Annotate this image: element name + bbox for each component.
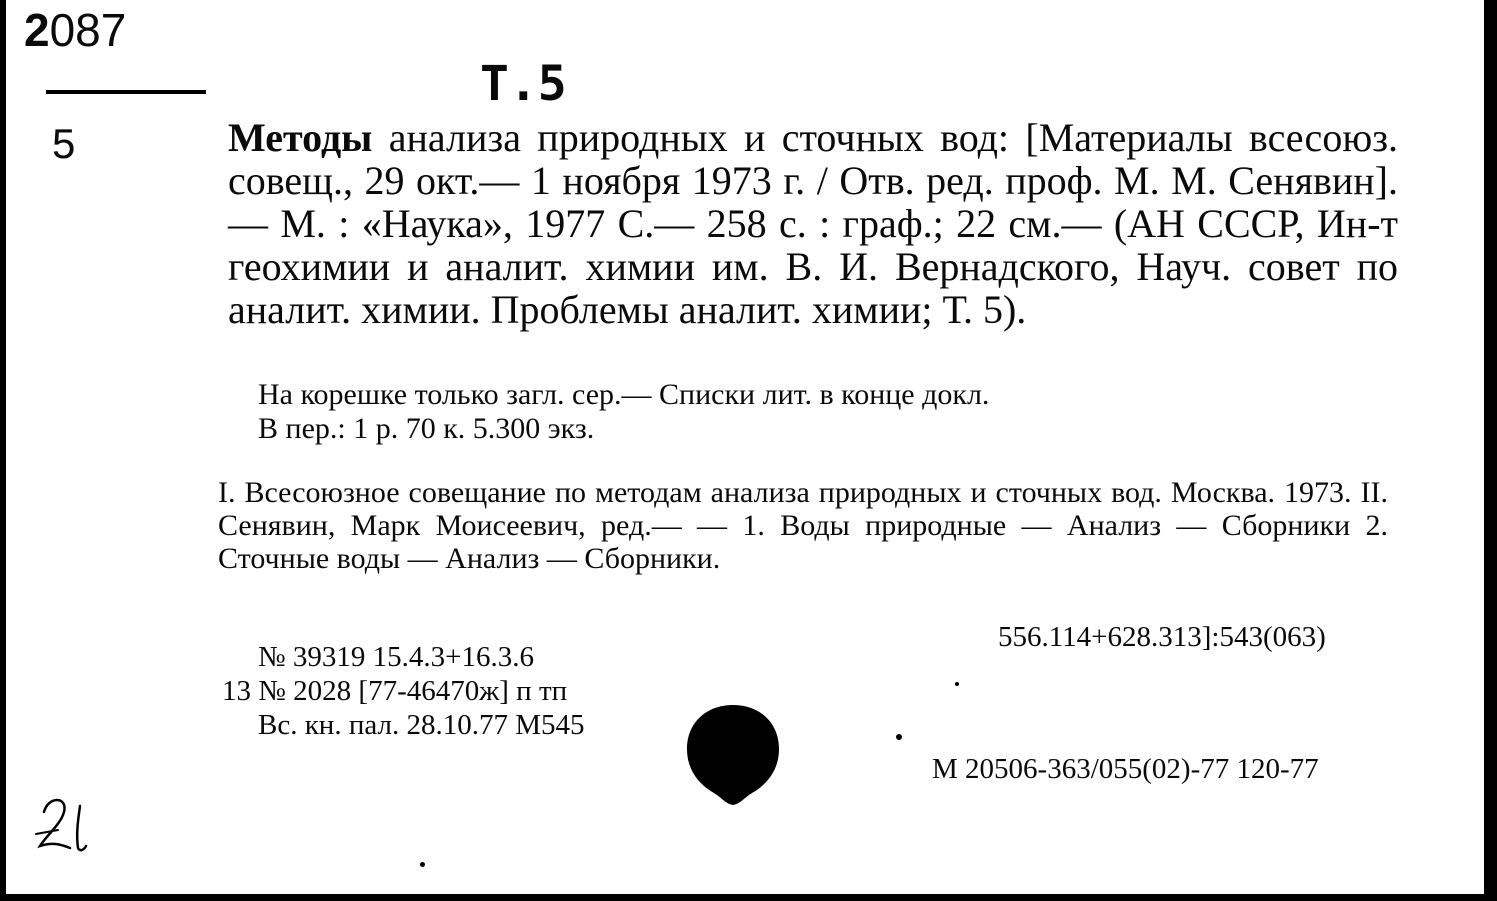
ink-speck xyxy=(955,682,959,686)
accession-line: 13 № 2028 [77-46470ж] п тп xyxy=(222,675,568,707)
ink-speck xyxy=(896,734,902,740)
notes xyxy=(258,378,989,446)
note-line: В пер.: 1 р. 70 к. 5.300 экз. xyxy=(258,412,595,445)
card-border-bottom xyxy=(0,894,1497,901)
punch-hole xyxy=(686,703,780,807)
handwritten-mark xyxy=(30,790,100,860)
main-entry xyxy=(228,116,1398,331)
card-border-right xyxy=(1484,0,1497,901)
main-entry-heading: Методы xyxy=(228,115,373,160)
volume-label: Т.5 xyxy=(480,56,567,112)
call-number-bottom: 5 xyxy=(52,120,76,167)
note-line: На корешке только загл. сер.— Списки лит. в конце докл. xyxy=(258,378,990,411)
ink-speck xyxy=(420,862,425,867)
accession-line: Вс. кн. пал. 28.10.77 М545 xyxy=(258,709,585,741)
accession-block xyxy=(222,640,584,742)
call-number-top xyxy=(24,4,126,56)
accession-line: № 39319 15.4.3+16.3.6 xyxy=(258,641,535,673)
call-number-overprint: 2 xyxy=(24,4,50,56)
main-entry-body: анализа природных и сточных вод: [Материалы всесоюз. совещ., 29 окт.— 1 ноября 1973 г. / Отв. ред. проф. М. М. Сенявин].— М. : «Наука», 1977 С.— 258 с. : граф.; 22 см.— (АН СССР, Ин-т геохимии и аналит. химии им. В. И. Вернадского, Науч. совет по аналит. химии. Проблемы аналит. химии; Т. 5). xyxy=(228,115,1398,332)
call-number-top-digits: 087 xyxy=(49,4,127,56)
tracing-text: I. Всесоюзное совещание по методам анализа природных и сточных вод. Москва. 1973. II. Сенявин, Марк Моисеевич, ред.— — 1. Воды природные — Анализ — Сборники 2. Сточные воды — Анализ — Сборники. xyxy=(218,476,1388,575)
price-code: М 20506-363/055(02)-77 120-77 xyxy=(932,753,1319,785)
udc-code: 556.114+628.313]:543(063) xyxy=(998,621,1326,653)
call-number-divider xyxy=(46,90,206,94)
